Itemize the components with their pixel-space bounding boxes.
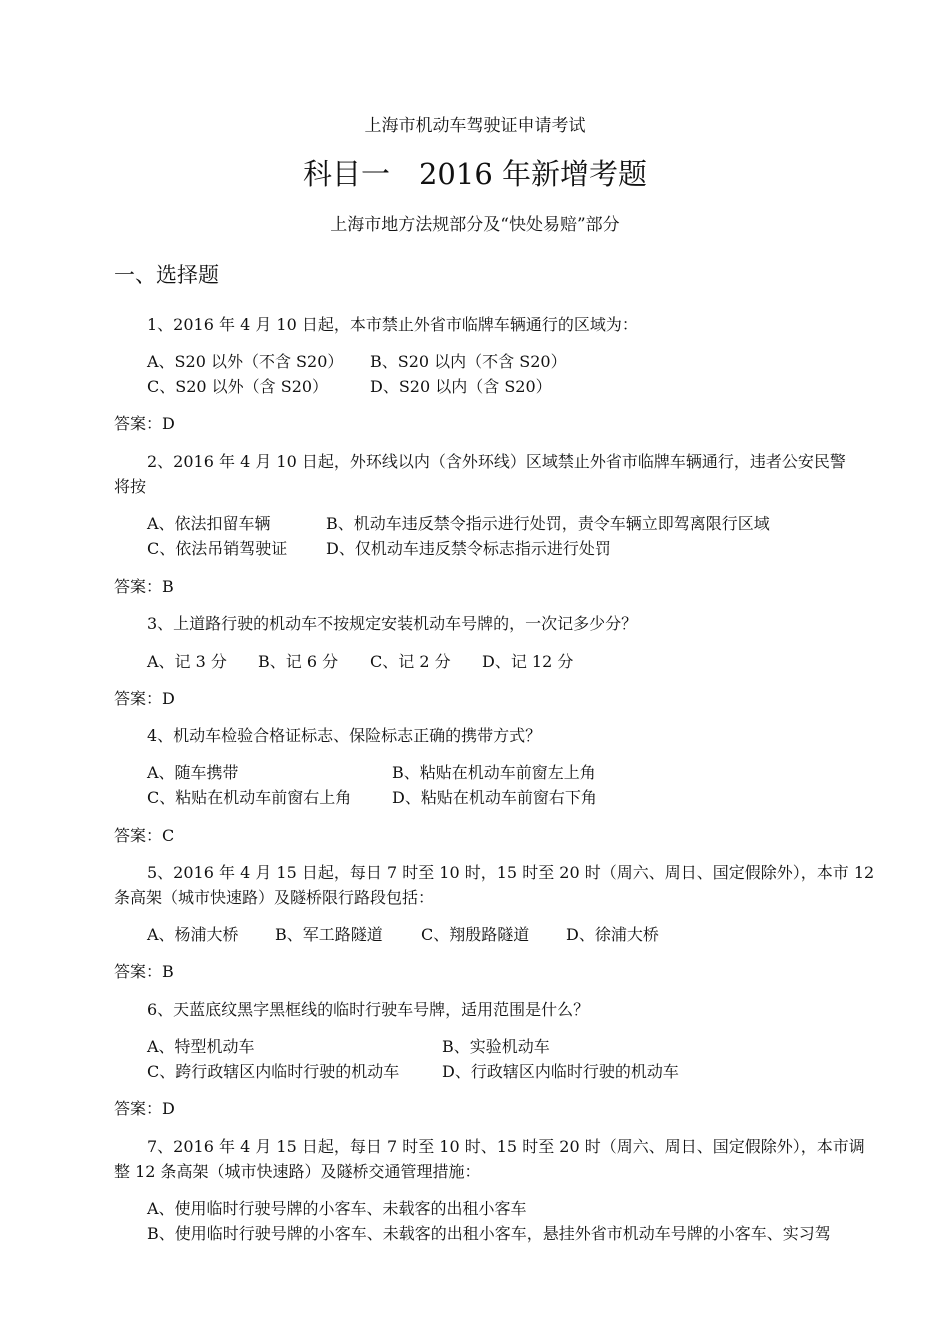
question-2-stem-line-2: 将按 xyxy=(114,477,147,496)
question-1-option-d: D、S20 以内（含 S20） xyxy=(370,377,552,396)
question-4-answer: 答案：C xyxy=(114,826,175,845)
question-1-answer: 答案：D xyxy=(114,414,175,433)
question-3-option-a: A、记 3 分 xyxy=(147,652,227,671)
question-4-option-c: C、粘贴在机动车前窗右上角 xyxy=(147,788,352,807)
question-4-option-d: D、粘贴在机动车前窗右下角 xyxy=(392,788,597,807)
question-5-option-d: D、徐浦大桥 xyxy=(566,925,659,944)
question-6-option-a: A、特型机动车 xyxy=(147,1037,255,1056)
question-2-option-b: B、机动车违反禁令指示进行处罚，责令车辆立即驾离限行区域 xyxy=(326,514,770,533)
question-3-option-c: C、记 2 分 xyxy=(370,652,451,671)
question-3-stem: 3、上道路行驶的机动车不按规定安装机动车号牌的，一次记多少分？ xyxy=(147,614,638,633)
question-1-option-b: B、S20 以内（不含 S20） xyxy=(370,352,567,371)
question-7-option-b: B、使用临时行驶号牌的小客车、未载客的出租小客车，悬挂外省市机动车号牌的小客车、实习驾 xyxy=(147,1224,831,1243)
exam-title: 上海市机动车驾驶证申请考试 xyxy=(364,116,586,136)
subject-title: 科目一 2016 年新增考题 xyxy=(302,157,648,191)
subtitle: 上海市地方法规部分及“快处易赔”部分 xyxy=(330,215,620,235)
question-1-option-c: C、S20 以外（含 S20） xyxy=(147,377,329,396)
question-2-answer: 答案：B xyxy=(114,577,174,596)
question-5-option-b: B、军工路隧道 xyxy=(275,925,383,944)
question-2-option-a: A、依法扣留车辆 xyxy=(147,514,271,533)
question-3-answer: 答案：D xyxy=(114,689,175,708)
question-6-option-c: C、跨行政辖区内临时行驶的机动车 xyxy=(147,1062,400,1081)
question-2-stem-line-1: 2、2016 年 4 月 10 日起，外环线以内（含外环线）区域禁止外省市临牌车辆通行，违者公安民警 xyxy=(147,452,846,471)
question-7-stem-line-1: 7、2016 年 4 月 15 日起，每日 7 时至 10 时、15 时至 20 时（周六、周日、国定假除外），本市调 xyxy=(147,1137,865,1156)
question-3-option-d: D、记 12 分 xyxy=(482,652,574,671)
question-4-option-a: A、随车携带 xyxy=(147,763,239,782)
question-5-stem-line-2: 条高架（城市快速路）及隧桥限行路段包括： xyxy=(114,888,435,907)
question-2-option-c: C、依法吊销驾驶证 xyxy=(147,539,288,558)
question-6-option-b: B、实验机动车 xyxy=(442,1037,550,1056)
question-3-option-b: B、记 6 分 xyxy=(258,652,339,671)
section-title: 一、选择题 xyxy=(114,263,219,287)
question-2-option-d: D、仅机动车违反禁令标志指示进行处罚 xyxy=(326,539,611,558)
question-1-stem: 1、2016 年 4 月 10 日起，本市禁止外省市临牌车辆通行的区域为： xyxy=(147,315,638,334)
question-5-option-a: A、杨浦大桥 xyxy=(147,925,239,944)
question-4-stem: 4、机动车检验合格证标志、保险标志正确的携带方式？ xyxy=(147,726,542,745)
question-5-answer: 答案：B xyxy=(114,962,174,981)
question-6-option-d: D、行政辖区内临时行驶的机动车 xyxy=(442,1062,679,1081)
question-6-stem: 6、天蓝底纹黑字黑框线的临时行驶车号牌，适用范围是什么？ xyxy=(147,1000,590,1019)
question-5-option-c: C、翔殷路隧道 xyxy=(421,925,530,944)
question-6-answer: 答案：D xyxy=(114,1099,175,1118)
question-4-option-b: B、粘贴在机动车前窗左上角 xyxy=(392,763,596,782)
question-7-option-a: A、使用临时行驶号牌的小客车、未载客的出租小客车 xyxy=(147,1199,527,1218)
question-5-stem-line-1: 5、2016 年 4 月 15 日起，每日 7 时至 10 时，15 时至 20 时（周六、周日、国定假除外），本市 12 xyxy=(147,863,875,882)
question-7-stem-line-2: 整 12 条高架（城市快速路）及隧桥交通管理措施： xyxy=(114,1162,481,1181)
question-1-option-a: A、S20 以外（不含 S20） xyxy=(147,352,344,371)
